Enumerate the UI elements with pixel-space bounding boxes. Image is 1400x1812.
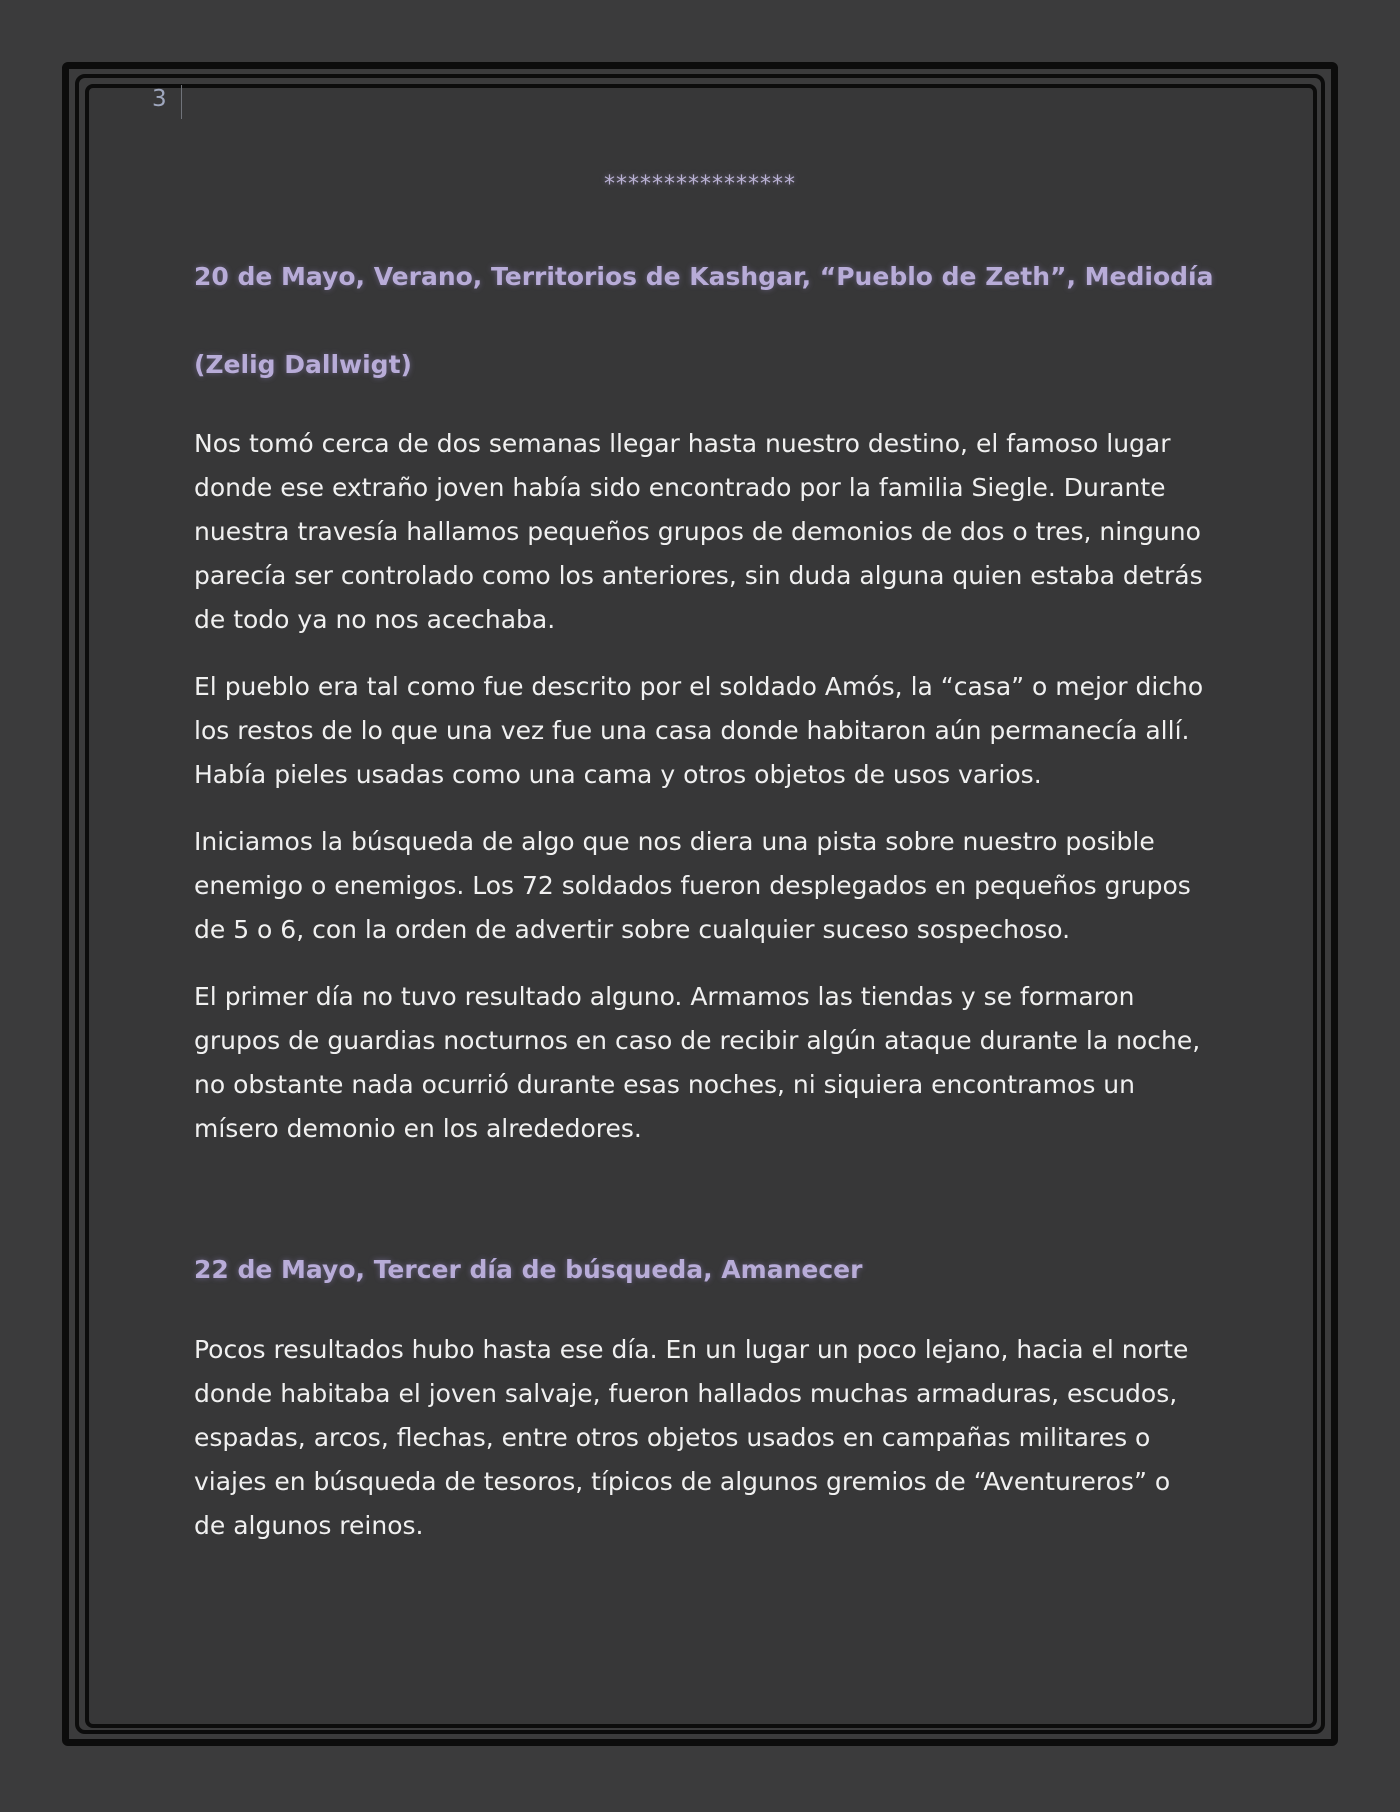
paragraph: El primer día no tuvo resultado alguno. Armamos las tiendas y se formaron grupos de guardias nocturnos en caso de recibir algún ataque durante la noche, no obstante nada ocurrió durante esas noches, ni siquiera encontramos un mísero demonio en los alrededores. xyxy=(194,982,1201,1143)
paragraph: Iniciamos la búsqueda de algo que nos diera una pista sobre nuestro posible enemigo o enemigos. Los 72 soldados fueron desplegados en pequeños grupos de 5 o 6, con la orden de advertir sobre cualquier suceso sospechoso. xyxy=(194,827,1191,944)
paragraph: Pocos resultados hubo hasta ese día. En un lugar un poco lejano, hacia el norte donde habitaba el joven salvaje, fueron hallados muchas armaduras, escudos, espadas, arcos, flechas, entre otros objetos usados en campañas militares o viajes en búsqueda de tesoros, típicos de algunos gremios de “Aventureros” o de algunos reinos. xyxy=(194,1335,1189,1540)
paragraph: El pueblo era tal como fue descrito por el soldado Amós, la “casa” o mejor dicho los restos de lo que una vez fue una casa donde habitaron aún permanecía allí. Había pieles usadas como una cama y otros objetos de usos varios. xyxy=(194,672,1204,789)
paragraph: Nos tomó cerca de dos semanas llegar hasta nuestro destino, el famoso lugar donde ese extraño joven había sido encontrado por la familia Siegle. Durante nuestra travesía hallamos pequeños grupos de demonios de dos o tres, ninguno parecía ser controlado como los anteriores, sin duda alguna quien estaba detrás de todo ya no nos acechaba. xyxy=(194,429,1203,634)
page-number-divider xyxy=(181,85,182,119)
narrator-heading: (Zelig Dallwigt) xyxy=(194,350,412,379)
section-heading: 22 de Mayo, Tercer día de búsqueda, Amanecer xyxy=(194,1255,863,1284)
section-heading: 20 de Mayo, Verano, Territorios de Kashgar, “Pueblo de Zeth”, Mediodía xyxy=(194,262,1214,291)
page-number: 3 xyxy=(152,86,167,112)
section-separator: **************** xyxy=(604,172,796,197)
